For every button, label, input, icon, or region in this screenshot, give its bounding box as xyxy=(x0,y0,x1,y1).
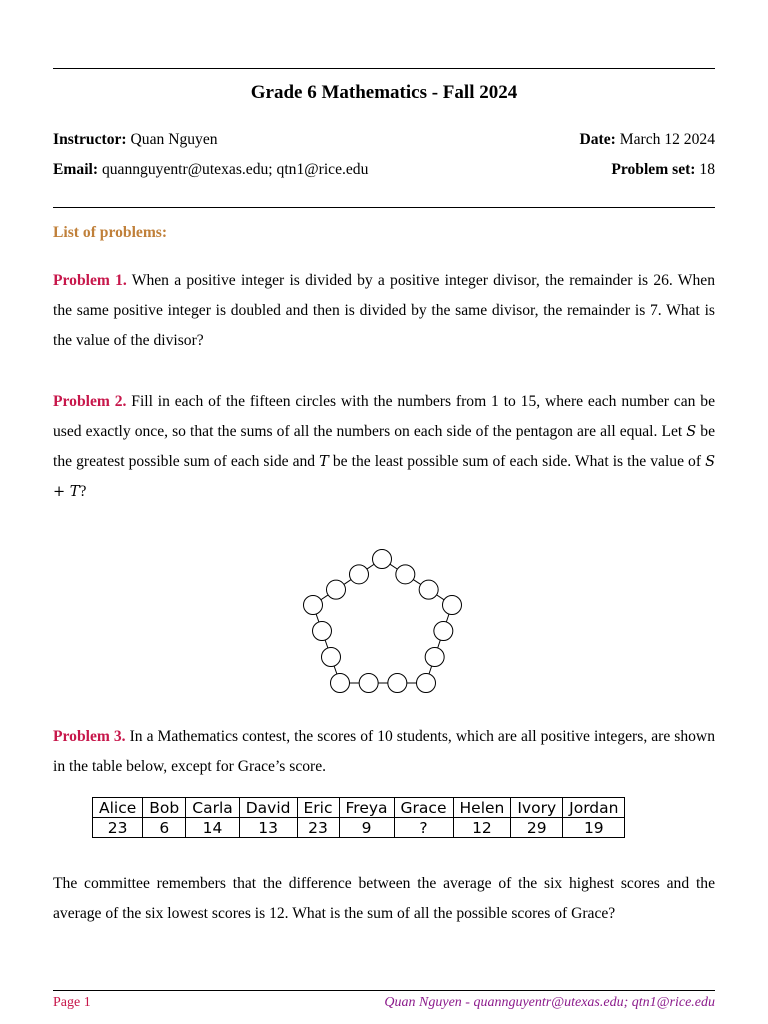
empty-circle xyxy=(434,622,453,641)
empty-circle xyxy=(388,674,407,693)
empty-circle xyxy=(425,648,444,667)
email-value: quannguyentr@utexas.edu; qtn1@rice.edu xyxy=(101,161,369,178)
footer-author: Quan Nguyen - quannguyentr@utexas.edu; qtn1@rice.edu xyxy=(384,995,715,1010)
footer-rule xyxy=(53,990,715,991)
page-title: Grade 6 Mathematics - Fall 2024 xyxy=(250,82,518,103)
table-cell: Grace xyxy=(394,798,453,818)
problem-3-followup: The committee remembers that the difference between the average of the six highest scores and the average of the six lowest scores is 12. What is the sum of all the possible scores of Grace? xyxy=(53,875,715,922)
empty-circle xyxy=(327,580,346,599)
email-label: Email: xyxy=(53,161,99,178)
problem-set-line xyxy=(611,161,715,179)
problem-2-text: Fill in each of the fifteen circles with the numbers from 1 to 15, where each number can be used exactly once, so that the sums of all the numbers on each side of the pentagon are all equal. Let xyxy=(53,393,715,440)
email-line xyxy=(53,161,368,179)
table-row-scores xyxy=(93,818,625,838)
var-t: T xyxy=(319,454,329,470)
pentagon-edge-segment xyxy=(429,666,432,674)
table-cell: 19 xyxy=(563,818,625,838)
page-number: Page 1 xyxy=(53,995,91,1010)
table-cell: Carla xyxy=(186,798,240,818)
pentagon-edge-segment xyxy=(316,614,319,622)
empty-circle xyxy=(396,565,415,584)
empty-circle xyxy=(313,622,332,641)
pentagon-edge-segment xyxy=(446,614,449,622)
problem-1 xyxy=(53,266,715,356)
pentagon-edge-segment xyxy=(390,564,397,569)
list-heading: List of problems: xyxy=(53,224,168,241)
date-value: March 12 2024 xyxy=(619,131,715,148)
empty-circle xyxy=(359,674,378,693)
table-cell: Freya xyxy=(339,798,394,818)
empty-circle xyxy=(417,674,436,693)
empty-circle xyxy=(350,565,369,584)
table-cell: 23 xyxy=(297,818,339,838)
pentagon-edge-segment xyxy=(413,580,420,585)
table-cell: 12 xyxy=(453,818,511,838)
top-rule xyxy=(53,68,715,69)
empty-circle xyxy=(304,596,323,615)
empty-circle xyxy=(331,674,350,693)
var-s: S xyxy=(686,424,697,440)
instructor-label: Instructor: xyxy=(53,131,127,148)
table-cell: Eric xyxy=(297,798,339,818)
table-cell: 13 xyxy=(239,818,297,838)
table-cell: 29 xyxy=(511,818,563,838)
instructor-line xyxy=(53,131,218,149)
empty-circle xyxy=(322,648,341,667)
problem-2-text-3: be the least possible sum of each side. What is the value of xyxy=(328,453,706,470)
problem-2-label: Problem 2. xyxy=(53,393,127,410)
empty-circle xyxy=(373,550,392,569)
table-cell: 6 xyxy=(143,818,186,838)
problem-2-text-4: ? xyxy=(79,483,87,500)
pentagon-edge-segment xyxy=(344,580,351,585)
table-cell: Bob xyxy=(143,798,186,818)
problem-3 xyxy=(53,722,715,782)
table-cell: Ivory xyxy=(511,798,563,818)
table-row-names xyxy=(93,798,625,818)
scores-table xyxy=(92,797,625,838)
table-cell: David xyxy=(239,798,297,818)
header-bottom-rule xyxy=(53,207,715,208)
table-cell: Helen xyxy=(453,798,511,818)
date-line xyxy=(579,131,715,149)
expr-s-plus-t: S + T xyxy=(53,454,715,500)
pentagon-circles-figure xyxy=(296,544,471,694)
pentagon-edge-segment xyxy=(325,640,328,648)
problem-set-value: 18 xyxy=(699,161,715,178)
empty-circle xyxy=(443,596,462,615)
date-label: Date: xyxy=(579,131,616,148)
pentagon-edge-segment xyxy=(321,595,328,600)
problem-3-text: In a Mathematics contest, the scores of 10 students, which are all positive integers, are shown in the table below, except for Grace’s score. xyxy=(53,728,715,775)
pentagon-edge-segment xyxy=(437,595,444,600)
instructor-name: Quan Nguyen xyxy=(130,131,218,148)
pentagon-edge-segment xyxy=(438,640,441,648)
table-cell: 23 xyxy=(93,818,143,838)
table-cell: ? xyxy=(394,818,453,838)
table-cell: 9 xyxy=(339,818,394,838)
problem-2-text-2: be the greatest possible sum of each side and xyxy=(53,423,715,470)
empty-circle xyxy=(419,580,438,599)
pentagon-edge-segment xyxy=(334,666,337,674)
problem-set-label: Problem set: xyxy=(611,161,696,178)
problem-1-label: Problem 1. xyxy=(53,272,127,289)
table-cell: 14 xyxy=(186,818,240,838)
table-cell: Jordan xyxy=(563,798,625,818)
problem-1-text: When a positive integer is divided by a positive integer divisor, the remainder is 26. When the same positive integer is doubled and then is divided by the same divisor, the remainder is 7. What is the value of the divisor? xyxy=(53,272,715,349)
pentagon-edge-segment xyxy=(367,564,374,569)
table-cell: Alice xyxy=(93,798,143,818)
problem-2 xyxy=(53,387,715,507)
problem-3-label: Problem 3. xyxy=(53,728,126,745)
